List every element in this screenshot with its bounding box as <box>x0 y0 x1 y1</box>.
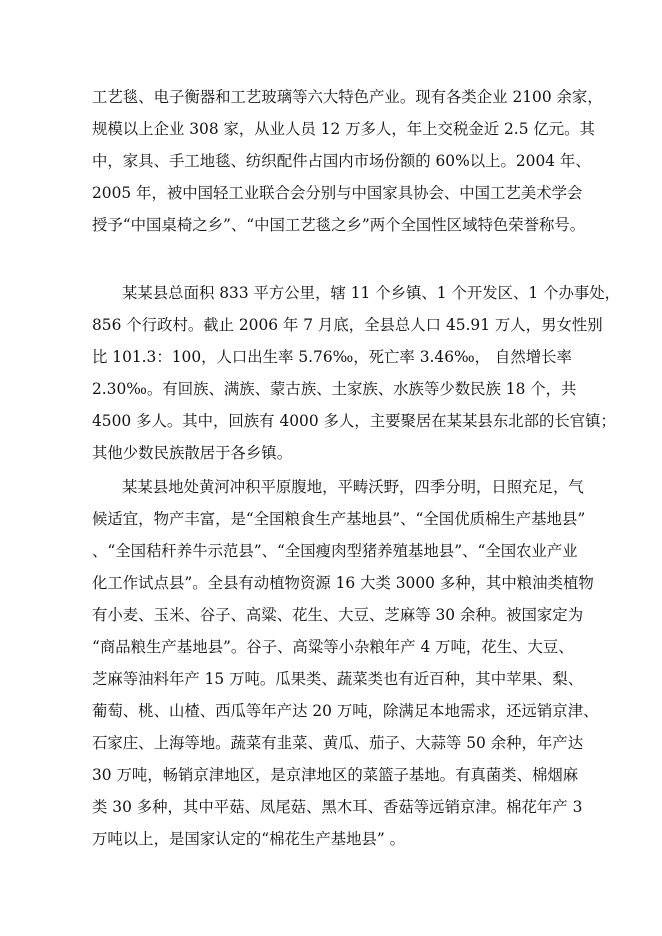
text-line: 工艺毯、电子衡器和工艺玻璃等六大特色产业。现有各类企业 2100 余家， <box>92 88 603 106</box>
text-line: “商品粮生产基地县”。谷子、高粱等小杂粮年产 4 万吨，花生、大豆、 <box>92 638 574 656</box>
text-line: 万吨以上，是国家认定的“棉花生产基地县” 。 <box>92 830 406 848</box>
text-line: 某某县地处黄河冲积平原腹地，平畴沃野，四季分明，日照充足，气 <box>122 478 584 496</box>
text-line: 某某县总面积 833 平方公里，辖 11 个乡镇、1 个开发区、1 个办事处， <box>122 284 621 302</box>
text-line: 其他少数民族散居于各乡镇。 <box>92 444 293 462</box>
text-line: 4500 多人。其中，回族有 4000 多人，主要聚居在某某县东北部的长官镇； <box>92 412 616 430</box>
text-line: 候适宜，物产丰富，是“全国粮食生产基地县”、“全国优质棉生产基地县” <box>92 510 586 528</box>
text-line: 葡萄、桃、山楂、西瓜等年产达 20 万吨，除满足本地需求，还远销京津、 <box>92 702 599 720</box>
text-line: 2.30‰。有回族、满族、蒙古族、土家族、水族等少数民族 18 个，共 <box>92 380 577 398</box>
text-line: 中，家具、手工地毯、纺织配件占国内市场份额的 60%以上。2004 年、 <box>92 152 591 170</box>
text-line: 856 个行政村。截止 2006 年 7 月底，全县总人口 45.91 万人，男女性别 <box>92 316 603 334</box>
text-line: 、“全国秸秆养牛示范县”、“全国瘦肉型猪养殖基地县”、“全国农业产业 <box>92 542 578 560</box>
text-line: 授予“中国桌椅之乡”、“中国工艺毯之乡”两个全国性区域特色荣誉称号。 <box>92 216 586 234</box>
text-line: 30 万吨，畅销京津地区，是京津地区的菜篮子基地。有真菌类、棉烟麻 <box>92 766 579 784</box>
text-line: 化工作试点县”。全县有动植物资源 16 大类 3000 多种，其中粮油类植物 <box>92 574 594 592</box>
text-line: 芝麻等油料年产 15 万吨。瓜果类、蔬菜类也有近百种，其中苹果、梨、 <box>92 670 584 688</box>
text-line: 类 30 多种，其中平菇、凤尾菇、黑木耳、香菇等远销京津。棉花年产 3 <box>92 798 583 816</box>
text-line: 石家庄、上海等地。蔬菜有韭菜、黄瓜、茄子、大蒜等 50 余种，年产达 <box>92 734 584 752</box>
text-line: 比 101.3：100，人口出生率 5.76‰，死亡率 3.46‰， 自然增长率 <box>92 348 572 366</box>
text-line: 规模以上企业 308 家，从业人员 12 万多人，年上交税金近 2.5 亿元。其 <box>92 120 595 138</box>
text-line: 有小麦、玉米、谷子、高粱、花生、大豆、芝麻等 30 余种。被国家定为 <box>92 606 584 624</box>
text-line: 2005 年，被中国轻工业联合会分别与中国家具协会、中国工艺美术学会 <box>92 184 583 202</box>
